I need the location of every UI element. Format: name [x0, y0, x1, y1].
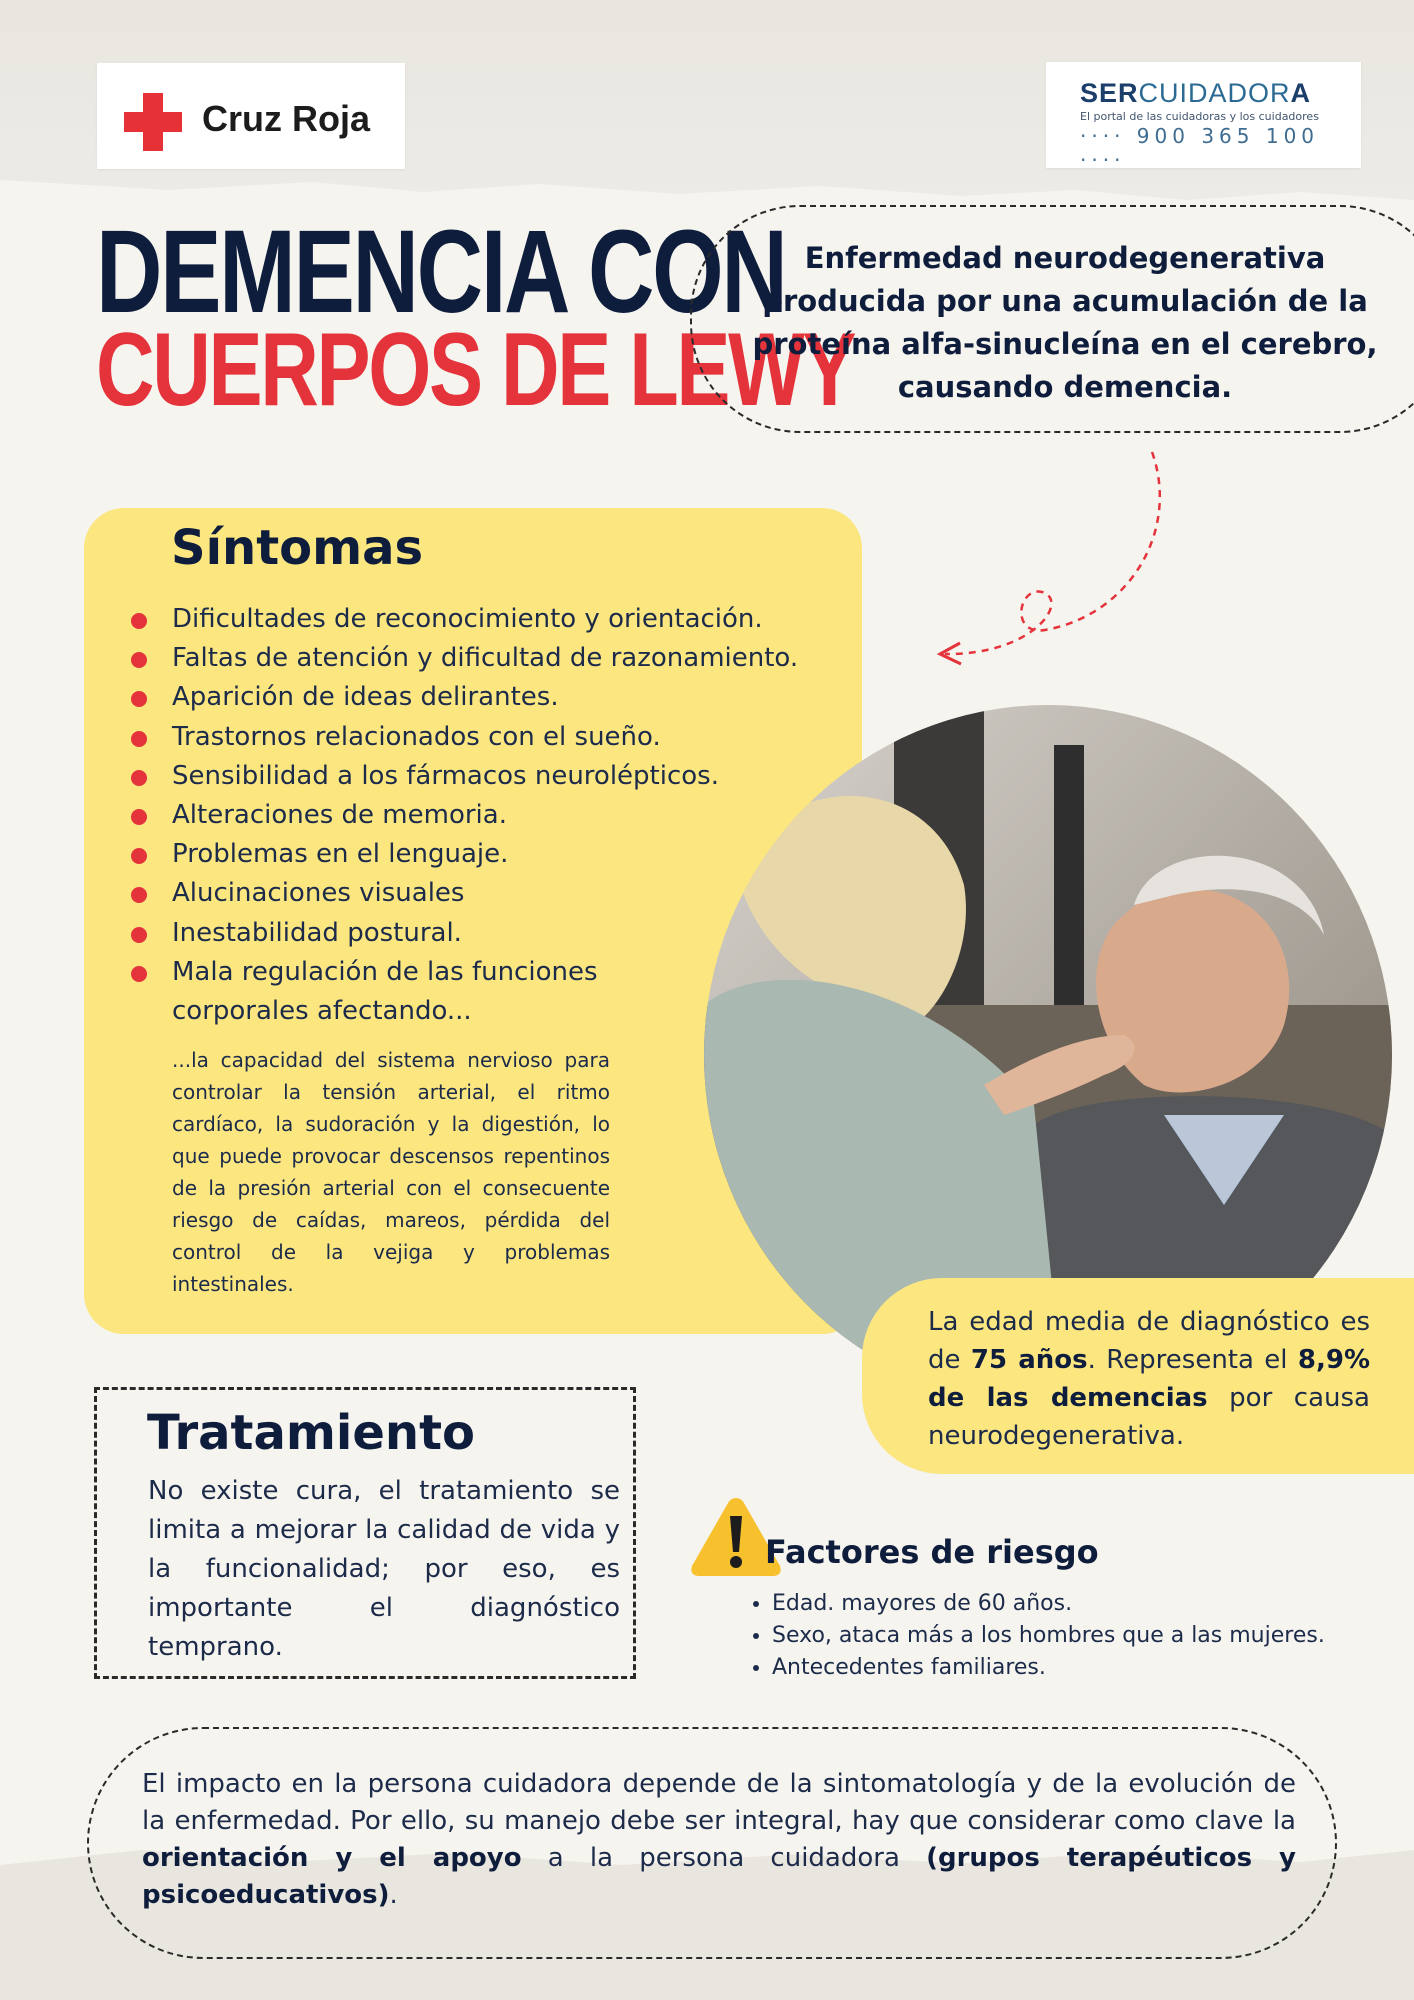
list-item: Sensibilidad a los fármacos neurolépticos. — [130, 757, 798, 796]
sercuidadora-name: SERCUIDADORA — [1080, 78, 1312, 108]
cruz-roja-label: Cruz Roja — [202, 98, 371, 139]
treatment-title: Tratamiento — [147, 1405, 475, 1461]
symptoms-title: Síntomas — [171, 520, 424, 576]
list-item: • Antecedentes familiares. — [772, 1652, 1325, 1684]
symptoms-detail: ...la capacidad del sistema nervioso para controlar la tensión arterial, el ritmo cardíaco, la sudoración y la digestión, lo que puede provocar descensos repentinos de la presión arterial con el consecuente riesgo de caídas, mareos, pérdida del control de la vejiga y problemas intestinales. — [172, 1048, 610, 1296]
list-item: Problemas en el lenguaje. — [130, 835, 798, 874]
sercuidadora-logo[interactable] — [1046, 62, 1361, 172]
list-item: Alteraciones de memoria. — [130, 796, 798, 835]
page-title-line2: CUERPOS DE LEWY — [96, 312, 855, 428]
list-item: Alucinaciones visuales — [130, 874, 798, 913]
definition-text: Enfermedad neurodegenerativa producida por una acumulación de la proteína alfa-sinucleína en el cerebro, causando demencia. — [752, 241, 1378, 404]
list-item: Aparición de ideas delirantes. — [130, 678, 798, 717]
impact-text: El impacto en la persona cuidadora depende de la sintomatología y de la evolución de la enfermedad. Por ello, su manejo debe ser integral, hay que considerar como clave la orientación y el apoyo a la persona cuidadora (grupos terapéuticos y psicoeducativos). — [142, 1769, 1296, 1910]
list-item: Mala regulación de las funciones corporales afectando... — [130, 953, 798, 1031]
list-item: Trastornos relacionados con el sueño. — [130, 718, 798, 757]
red-cross-icon — [124, 93, 182, 151]
list-item: Inestabilidad postural. — [130, 914, 798, 953]
list-item: Dificultades de reconocimiento y orientación. — [130, 600, 798, 639]
page-title-line1: DEMENCIA CON — [96, 206, 786, 338]
symptoms-list — [130, 600, 798, 1031]
treatment-text: No existe cura, el tratamiento se limita a mejorar la calidad de vida y la funcionalidad; por eso, es importante el diagnóstico temprano. — [148, 1476, 620, 1662]
sercuidadora-phone: ···· 900 365 100 ···· — [1080, 124, 1320, 172]
cruz-roja-logo[interactable] — [97, 63, 405, 169]
list-item: Faltas de atención y dificultad de razonamiento. — [130, 639, 798, 678]
risk-factors-title: Factores de riesgo — [765, 1533, 1099, 1571]
sercuidadora-tagline: El portal de las cuidadoras y los cuidadores — [1080, 110, 1319, 123]
list-item: • Sexo, ataca más a los hombres que a las mujeres. — [772, 1620, 1325, 1652]
dashed-arrow-icon — [930, 440, 1170, 670]
risk-factors-list — [748, 1588, 1325, 1684]
stats-text: La edad media de diagnóstico es de 75 años. Representa el 8,9% de las demencias por causa neurodegenerativa. — [928, 1307, 1370, 1451]
list-item: • Edad. mayores de 60 años. — [772, 1588, 1325, 1620]
